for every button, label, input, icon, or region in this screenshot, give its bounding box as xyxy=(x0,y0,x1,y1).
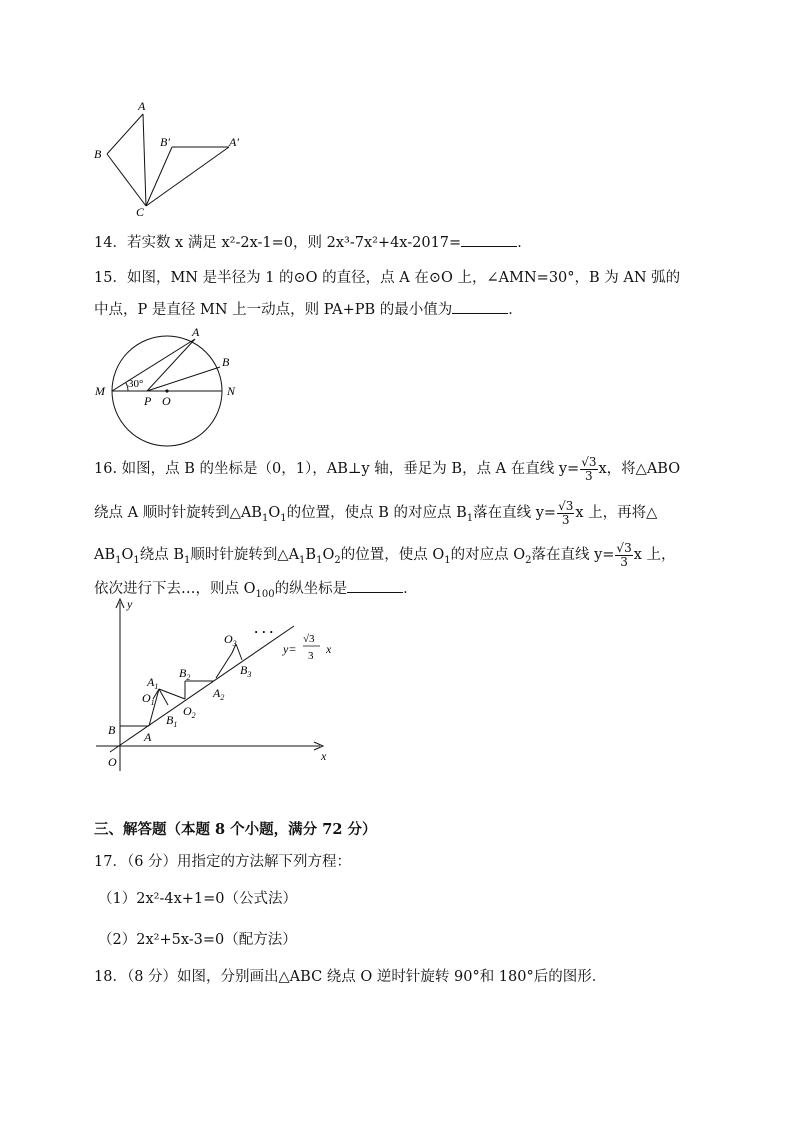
question-15-line2 xyxy=(94,299,523,320)
label-origin: O xyxy=(108,755,117,769)
q15-answer-blank[interactable] xyxy=(452,299,508,314)
q14-text: 14．若实数 x 满足 x²-2x-1=0，则 2x³-7x²+4x-2017= xyxy=(94,235,462,251)
label-B2: $B_2$ xyxy=(179,666,191,682)
fraction-sqrt3-over-3 xyxy=(580,456,597,483)
q16-l3-f: O xyxy=(322,547,335,563)
label-B: B xyxy=(108,723,116,737)
frac-num: √3 xyxy=(616,540,632,555)
line-label-x: x xyxy=(326,642,332,656)
q16-l3-i: 落在直线 y= xyxy=(531,547,615,563)
label-P: P xyxy=(144,394,152,408)
sub: 1 xyxy=(316,554,323,566)
q16-l3-a: AB xyxy=(94,547,116,563)
rotation-figure xyxy=(88,96,258,221)
sub: 1 xyxy=(184,554,191,566)
section-3-title: 三、解答题（本题 8 个小题，满分 72 分） xyxy=(94,821,377,838)
sub: 1 xyxy=(299,554,306,566)
sub: 1 xyxy=(444,554,451,566)
question-18: 18．（8 分）如图，分别画出△ABC 绕点 O 逆时针旋转 90°和 180°后的图形． xyxy=(94,969,607,985)
q16-l2-a: 绕点 A 顺时针旋转到△AB xyxy=(94,505,262,521)
question-15-line1: 15．如图，MN 是半径为 1 的⊙O 的直径，点 A 在⊙O 上，∠AMN=30°，B 为 AN 弧的 xyxy=(94,270,681,286)
label-B3: $B_3$ xyxy=(240,663,252,679)
question-16-line2 xyxy=(94,498,657,528)
question-17-title: 17．（6 分）用指定的方法解下列方程： xyxy=(94,854,352,870)
q16-l3-c: 绕点 B xyxy=(139,547,185,563)
sub: 1 xyxy=(115,554,122,566)
sub: 1 xyxy=(280,512,287,524)
label-O: O xyxy=(162,394,171,408)
label-B1: $B_1$ xyxy=(166,713,178,729)
circle-figure xyxy=(90,322,250,448)
label-A-prime: A′ xyxy=(229,135,239,149)
q16-l4-b: 的纵坐标是 xyxy=(274,581,348,597)
sub: 100 xyxy=(255,588,275,600)
q16-answer-blank[interactable] xyxy=(347,578,403,593)
label-O2: $O_2$ xyxy=(183,704,196,720)
label-A: A xyxy=(144,730,152,744)
label-O3: $O_3$ xyxy=(224,632,237,648)
sub: 2 xyxy=(334,554,341,566)
sub: 1 xyxy=(466,512,474,524)
label-M: M xyxy=(95,384,105,398)
label-N: N xyxy=(227,384,236,398)
q16-l2-d: 落在直线 y= xyxy=(473,505,557,521)
fraction-sqrt3-over-3 xyxy=(615,542,632,569)
axis-y-label: y xyxy=(127,597,133,611)
frac-num: √3 xyxy=(581,454,597,469)
q16-l2-e: x 上，再将△ xyxy=(575,505,658,521)
sub: 2 xyxy=(525,554,532,566)
question-14 xyxy=(94,232,532,253)
label-angle: 30° xyxy=(128,378,144,390)
q15-line2-text: 中点，P 是直径 MN 上一动点，则 PA+PB 的最小值为 xyxy=(94,302,453,318)
fraction-sqrt3-over-3 xyxy=(557,500,574,527)
q16-l3-d: 顺时针旋转到△A xyxy=(190,547,300,563)
question-17-part1: （1）2x²-4x+1=0（公式法） xyxy=(98,891,297,907)
label-A2: $A_2$ xyxy=(213,686,225,702)
sub: 1 xyxy=(261,512,269,524)
question-16-line1 xyxy=(94,454,680,484)
q14-answer-blank[interactable] xyxy=(461,232,517,247)
q16-l3-j: x 上， xyxy=(633,547,676,563)
q16-l1-a: 16. 如图，点 B 的坐标是（0，1），AB⊥y 轴，垂足为 B，点 A 在直线 y= xyxy=(94,461,580,477)
q16-l2-b: O xyxy=(268,505,281,521)
q16-l2-c: 的位置，使点 B 的对应点 B xyxy=(286,505,467,521)
label-A: A xyxy=(192,325,200,339)
q16-l4-c: ． xyxy=(403,581,418,597)
frac-num: √3 xyxy=(558,498,574,513)
q16-l3-g: 的位置，使点 O xyxy=(340,547,445,563)
label-C: C xyxy=(136,205,145,219)
frac-den: 3 xyxy=(561,512,570,527)
frac-den: 3 xyxy=(620,554,628,569)
label-B: B xyxy=(222,355,230,369)
axis-x-label: x xyxy=(321,749,327,763)
sub: 1 xyxy=(133,554,140,566)
q16-l3-e: B xyxy=(305,547,317,563)
label-B-prime: B′ xyxy=(160,135,170,149)
coordinate-figure xyxy=(92,596,342,774)
q16-l3-h: 的对应点 O xyxy=(450,547,526,563)
label-B: B xyxy=(94,147,102,161)
question-17-part2: （2）2x²+5x-3=0（配方法） xyxy=(98,932,297,948)
frac-den: 3 xyxy=(585,468,593,483)
line-label-y: y= xyxy=(283,642,297,656)
q14-end: ． xyxy=(517,235,532,251)
q15-end: ． xyxy=(508,302,523,318)
q16-l3-b: O xyxy=(121,547,134,563)
line-label-num: √3 xyxy=(303,633,315,645)
label-A1: $A_1$ xyxy=(147,675,159,691)
label-A: A xyxy=(138,99,146,113)
label-O1: $O_1$ xyxy=(142,691,155,707)
q16-l4-a: 依次进行下去…，则点 O xyxy=(94,581,256,597)
question-16-line3 xyxy=(94,540,676,570)
line-label-den: 3 xyxy=(308,650,314,662)
q16-l1-b: x，将△ABO xyxy=(598,461,681,477)
continuation-dots: · · · xyxy=(254,624,274,639)
